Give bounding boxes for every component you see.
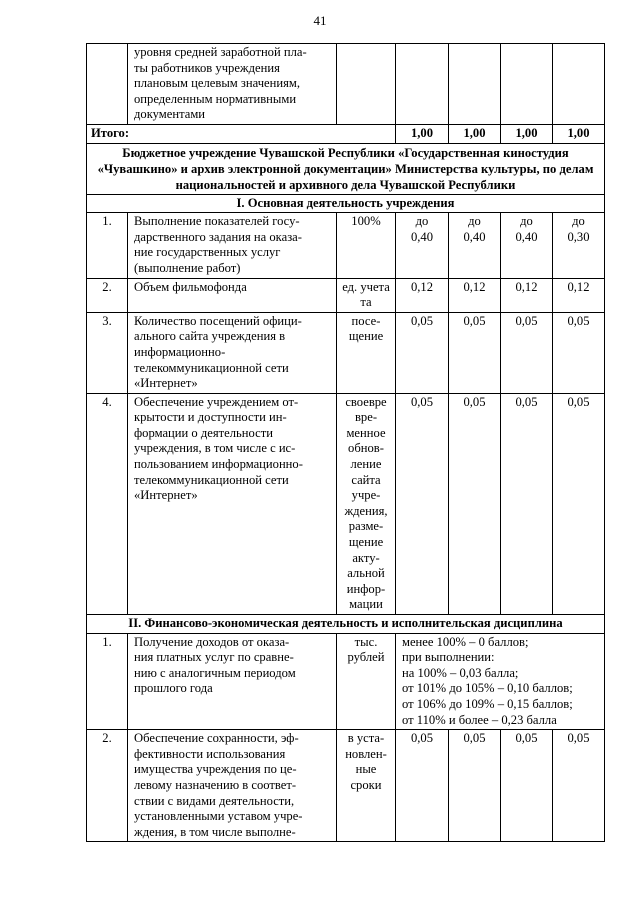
- unit-line: ление: [350, 457, 382, 472]
- unit-line: учре-: [351, 488, 381, 503]
- row-number: 3.: [87, 312, 128, 393]
- text-line: формации о деятельности: [134, 425, 273, 440]
- section-heading-row: [87, 615, 605, 634]
- text-line: Обеспечение сохранности, эф-: [134, 731, 299, 746]
- total-value: 1,00: [449, 124, 501, 143]
- criterion-text: [128, 312, 337, 393]
- unit-line: ед. учета: [342, 279, 390, 294]
- text-line: ние государственных услуг: [134, 245, 281, 260]
- unit-line: обнов-: [348, 441, 384, 456]
- text-line: Выполнение показателей госу-: [134, 214, 300, 229]
- criterion-text: [128, 213, 337, 278]
- text-line: телекоммуникационной сети: [134, 360, 289, 375]
- row-number-cell: [87, 44, 128, 125]
- text-line: «Интернет»: [134, 488, 198, 503]
- value-cell: 0,05: [449, 730, 501, 842]
- unit-line: вре-: [354, 410, 378, 425]
- value-line: до: [572, 214, 585, 229]
- unit-line: ждения,: [344, 503, 388, 518]
- text-line: Объем фильмофонда: [134, 279, 247, 294]
- score-line: от 101% до 105% – 0,10 баллов;: [402, 681, 573, 696]
- row-number: 1.: [87, 633, 128, 730]
- page-number: 41: [313, 13, 327, 28]
- unit-line: мации: [349, 597, 383, 612]
- unit-line: разме-: [348, 519, 384, 534]
- unit-line: альной: [347, 566, 385, 581]
- text-line: Обеспечение учреждением от-: [134, 394, 299, 409]
- criterion-text: [128, 278, 337, 312]
- text-line: Получение доходов от оказа-: [134, 634, 290, 649]
- text-line: установленными уставом учре-: [134, 809, 303, 824]
- unit-line: менное: [346, 425, 386, 440]
- value-cell: [553, 44, 605, 125]
- value-cell: [501, 44, 553, 125]
- unit-line: рублей: [347, 650, 385, 665]
- text-line: плановым целевым значениям,: [134, 76, 301, 91]
- table-row: [87, 44, 605, 125]
- total-row: [87, 124, 605, 143]
- text-line: ты работников учреждения: [134, 60, 280, 75]
- text-line: учреждения, в том числе с ис-: [134, 441, 296, 456]
- unit-line: сроки: [350, 777, 382, 792]
- text-line: имущества учреждения по це-: [134, 762, 297, 777]
- value-cell: 0,05: [553, 730, 605, 842]
- value-cell: [396, 213, 449, 278]
- row-number: 2.: [87, 278, 128, 312]
- value-cell: 0,05: [501, 393, 553, 614]
- criterion-text: [128, 393, 337, 614]
- value-cell: [501, 213, 553, 278]
- unit-line: посе-: [351, 313, 381, 328]
- row-number: 2.: [87, 730, 128, 842]
- unit-cell: [337, 393, 396, 614]
- value-line: до: [468, 214, 481, 229]
- unit-line: своевре: [345, 394, 387, 409]
- unit-line: акту-: [352, 550, 380, 565]
- criterion-text: [128, 730, 337, 842]
- value-line: до: [415, 214, 429, 229]
- unit-cell: [337, 312, 396, 393]
- value-cell: [449, 213, 501, 278]
- section-heading-row: [87, 194, 605, 213]
- text-line: (выполнение работ): [134, 260, 241, 275]
- text-line: ствии с видами деятельности,: [134, 793, 295, 808]
- text-line: левому назначению в соответ-: [134, 777, 297, 792]
- table-row: [87, 278, 605, 312]
- unit-cell: [337, 44, 396, 125]
- value-line: 0,40: [463, 229, 486, 244]
- text-line: пользованием информационно-: [134, 457, 303, 472]
- unit-cell: [337, 633, 396, 730]
- table-row: [87, 312, 605, 393]
- value-cell: 0,05: [553, 312, 605, 393]
- table-row: [87, 393, 605, 614]
- unit-cell: [337, 730, 396, 842]
- text-line: телекоммуникационной сети: [134, 472, 289, 487]
- text-line: дарственного задания на оказа-: [134, 229, 302, 244]
- value-cell: 0,05: [501, 730, 553, 842]
- table-row: [87, 730, 605, 842]
- unit-line: та: [360, 295, 372, 310]
- total-value: 1,00: [396, 124, 449, 143]
- total-value: 1,00: [553, 124, 605, 143]
- text-line: Количество посещений офици-: [134, 313, 302, 328]
- text-line: ждения, в том числе выполне-: [134, 824, 296, 839]
- unit-line: сайта: [351, 472, 381, 487]
- row-number: 1.: [87, 213, 128, 278]
- unit-line: ные: [355, 762, 377, 777]
- total-label: Итого:: [87, 124, 396, 143]
- unit-line: тыс.: [354, 634, 378, 649]
- text-line: крытости и доступности ин-: [134, 410, 287, 425]
- value-cell: 0,12: [449, 278, 501, 312]
- unit-line: 100%: [351, 214, 381, 229]
- value-cell: 0,12: [501, 278, 553, 312]
- value-cell: 0,05: [449, 312, 501, 393]
- score-line: при выполнении:: [402, 650, 495, 665]
- score-line: от 106% до 109% – 0,15 баллов;: [402, 696, 573, 711]
- text-line: прошлого года: [134, 681, 213, 696]
- institution-heading-row: [87, 143, 605, 194]
- value-line: 0,30: [567, 229, 590, 244]
- value-cell: 0,05: [396, 393, 449, 614]
- value-cell: [396, 44, 449, 125]
- value-cell: 0,05: [396, 730, 449, 842]
- value-cell: 0,12: [396, 278, 449, 312]
- unit-cell: [337, 213, 396, 278]
- unit-line: в уста-: [347, 731, 385, 746]
- unit-line: щение: [348, 329, 384, 344]
- total-value: 1,00: [501, 124, 553, 143]
- scoring-rules: [396, 633, 605, 730]
- institution-heading: Бюджетное учреждение Чувашской Республики «Государственная киностудия «Чувашкино» и архив электронной документации» Министерства культуры, по делам национальностей и архивного дела Чувашской Республики: [87, 143, 605, 194]
- section-title: II. Финансово-экономическая деятельность и исполнительская дисциплина: [87, 615, 605, 634]
- value-cell: [553, 213, 605, 278]
- value-line: 0,40: [515, 229, 538, 244]
- value-cell: 0,05: [396, 312, 449, 393]
- row-number: 4.: [87, 393, 128, 614]
- criteria-table: [86, 43, 605, 842]
- score-line: на 100% – 0,03 балла;: [402, 665, 519, 680]
- value-line: до: [520, 214, 533, 229]
- value-cell: 0,05: [449, 393, 501, 614]
- text-line: ния платных услуг по сравне-: [134, 650, 294, 665]
- table-row: [87, 213, 605, 278]
- value-line: 0,40: [410, 229, 434, 244]
- text-line: информационно-: [134, 344, 226, 359]
- criterion-text: [128, 44, 337, 125]
- text-line: фективности использования: [134, 746, 286, 761]
- section-title: I. Основная деятельность учреждения: [87, 194, 605, 213]
- score-line: от 110% и более – 0,23 балла: [402, 712, 557, 727]
- unit-line: новлен-: [345, 746, 387, 761]
- unit-line: щение: [348, 535, 384, 550]
- value-cell: 0,05: [501, 312, 553, 393]
- criterion-text: [128, 633, 337, 730]
- text-line: определенным нормативными: [134, 91, 297, 106]
- value-cell: [449, 44, 501, 125]
- unit-cell: [337, 278, 396, 312]
- text-line: нию с аналогичным периодом: [134, 665, 296, 680]
- unit-line: инфор-: [346, 581, 386, 596]
- score-line: менее 100% – 0 баллов;: [402, 634, 529, 649]
- value-cell: 0,05: [553, 393, 605, 614]
- value-cell: 0,12: [553, 278, 605, 312]
- text-line: «Интернет»: [134, 376, 198, 391]
- text-line: уровня средней заработной пла-: [134, 45, 307, 59]
- table-row: [87, 633, 605, 730]
- text-line: документами: [134, 107, 206, 122]
- text-line: ального сайта учреждения в: [134, 329, 286, 344]
